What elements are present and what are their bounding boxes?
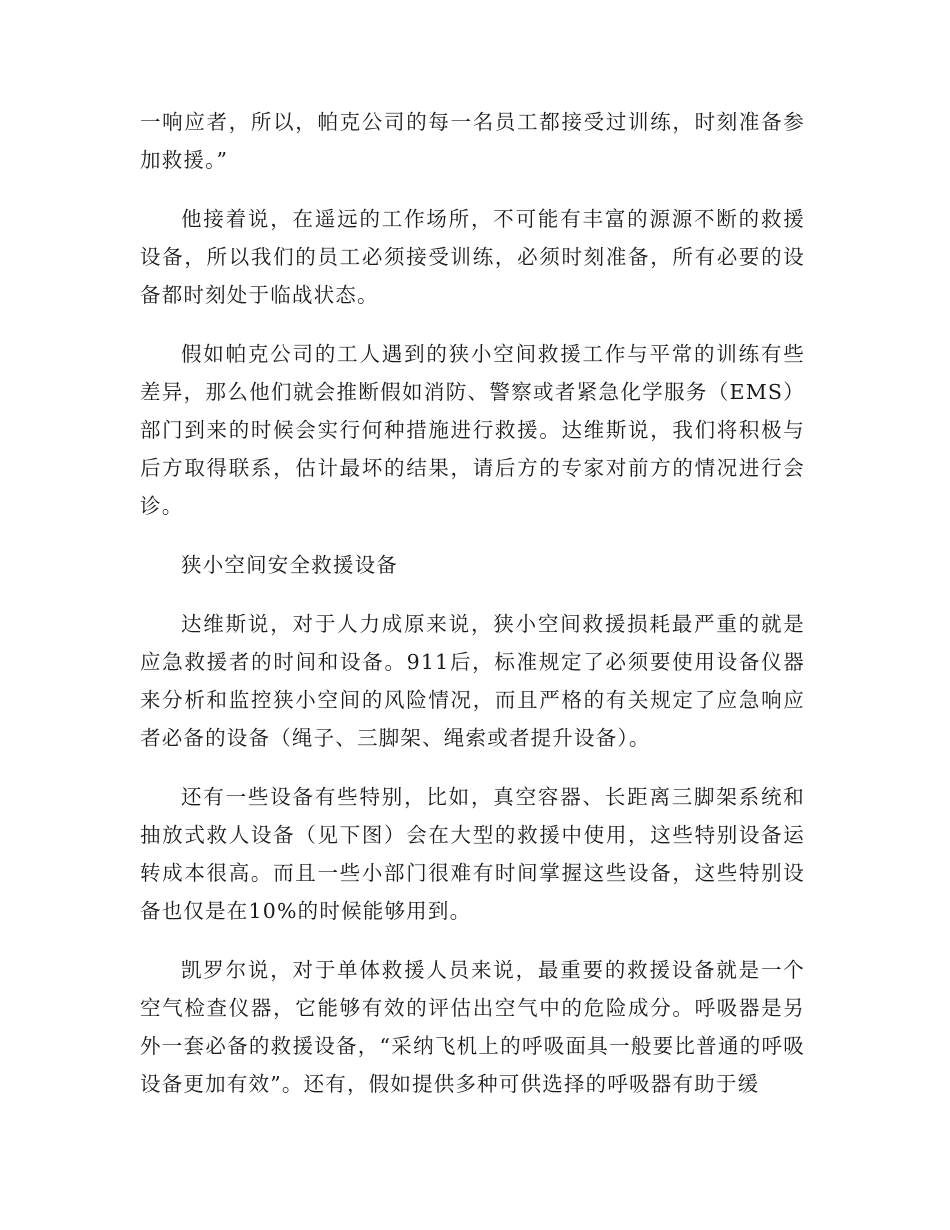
paragraph-training-difference: 假如帕克公司的工人遇到的狭小空间救援工作与平常的训练有些差异，那么他们就会推断假如消防、警察或者紧急化学服务（EMS）部门到来的时候会实行何种措施进行救援。达维斯说，我们将积极与后方取得联系，估计最坏的结果，请后方的专家对前方的情况进行会诊。 bbox=[140, 342, 805, 518]
paragraph-continuation: 一响应者，所以，帕克公司的每一名员工都接受过训练，时刻准备参加救援。” bbox=[140, 110, 805, 172]
paragraph-special-equipment: 还有一些设备有些特别，比如，真空容器、长距离三脚架系统和抽放式救人设备（见下图）会在大型的救援中使用，这些特别设备运转成本很高。而且一些小部门很难有时间掌握这些设备，这些特别设备也仅是在10%的时候能够用到。 bbox=[140, 785, 805, 923]
paragraph-equipment-cost: 达维斯说，对于人力成原来说，狭小空间救援损耗最严重的就是应急救援者的时间和设备。911后，标准规定了必须要使用设备仪器来分析和监控狭小空间的风险情况，而且严格的有关规定了应急响应者必备的设备（绳子、三脚架、绳索或者提升设备）。 bbox=[140, 612, 805, 750]
paragraph-air-monitor: 凯罗尔说，对于单体救援人员来说，最重要的救援设备就是一个空气检查仪器，它能够有效的评估出空气中的危险成分。呼吸器是另外一套必备的救援设备，“采纳飞机上的呼吸面具一般要比普通的呼吸设备更加有效”。还有，假如提供多种可供选择的呼吸器有助于缓 bbox=[140, 958, 805, 1096]
section-heading: 狭小空间安全救援设备 bbox=[181, 553, 398, 577]
paragraph-remote-worksite: 他接着说，在遥远的工作场所，不可能有丰富的源源不断的救援设备，所以我们的员工必须接受训练，必须时刻准备，所有必要的设备都时刻处于临战状态。 bbox=[140, 207, 805, 307]
document-page bbox=[140, 103, 805, 1124]
